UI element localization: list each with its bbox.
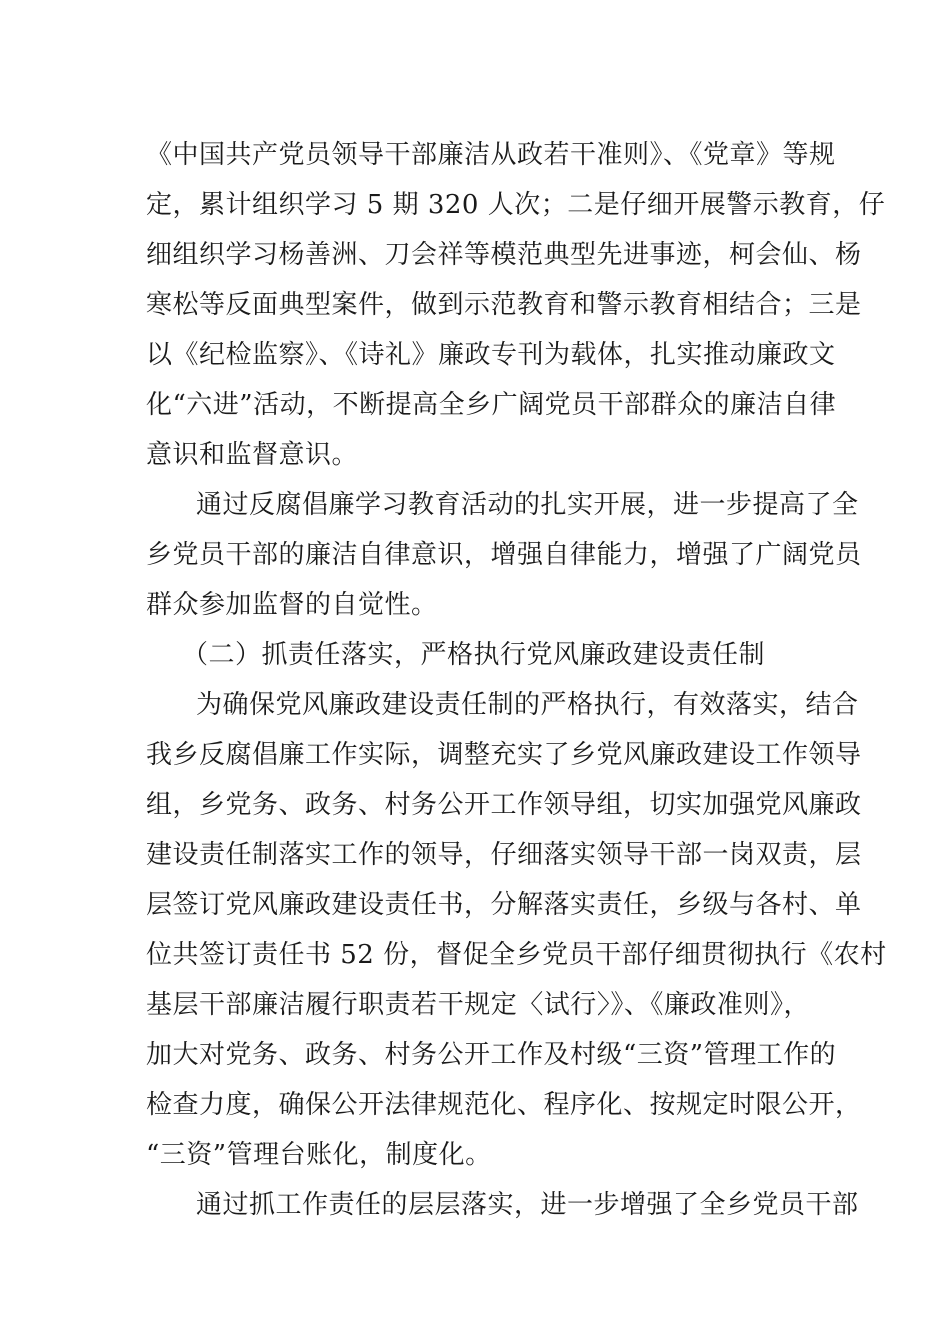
heading-text: （二）抓责任落实，严格执行党风廉政建设责任制 bbox=[182, 640, 766, 670]
paragraph-3 bbox=[146, 680, 887, 1180]
text-line: 组，乡党务、政务、村务公开工作领导组，切实加强党风廉政 bbox=[146, 790, 862, 820]
paragraph-1 bbox=[146, 130, 886, 480]
paragraph-2 bbox=[146, 480, 862, 630]
text-line: “三资”管理台账化，制度化。 bbox=[146, 1140, 492, 1170]
text-line: 《中国共产党员领导干部廉洁从政若干准则》、《党章》等规 bbox=[146, 140, 836, 170]
text-line: 我乡反腐倡廉工作实际，调整充实了乡党风廉政建设工作领导 bbox=[146, 740, 862, 770]
text-line: 乡党员干部的廉洁自律意识，增强自律能力，增强了广阔党员 bbox=[146, 540, 862, 570]
text-line: 意识和监督意识。 bbox=[146, 440, 359, 470]
text-line: 加大对党务、政务、村务公开工作及村级“三资”管理工作的 bbox=[146, 1040, 837, 1070]
text-line: 通过抓工作责任的层层落实，进一步增强了全乡党员干部 bbox=[196, 1190, 859, 1220]
text-line: 化“六进”活动，不断提高全乡广阔党员干部群众的廉洁自律 bbox=[146, 390, 837, 420]
text-line: 通过反腐倡廉学习教育活动的扎实开展，进一步提高了全 bbox=[196, 490, 859, 520]
text-line: 群众参加监督的自觉性。 bbox=[146, 590, 438, 620]
text-line: 位共签订责任书 52 份，督促全乡党员干部仔细贯彻执行《农村 bbox=[146, 940, 887, 970]
text-line: 定，累计组织学习 5 期 320 人次；二是仔细开展警示教育，仔 bbox=[146, 190, 886, 220]
paragraph-4 bbox=[146, 1180, 859, 1230]
text-line: 寒松等反面典型案件，做到示范教育和警示教育相结合；三是 bbox=[146, 290, 862, 320]
document-page bbox=[146, 130, 887, 1230]
text-line: 建设责任制落实工作的领导，仔细落实领导干部一岗双责，层 bbox=[146, 840, 862, 870]
text-line: 层签订党风廉政建设责任书，分解落实责任，乡级与各村、单 bbox=[146, 890, 862, 920]
text-line: 细组织学习杨善洲、刀会祥等模范典型先进事迹，柯会仙、杨 bbox=[146, 240, 862, 270]
text-line: 为确保党风廉政建设责任制的严格执行，有效落实，结合 bbox=[196, 690, 859, 720]
text-line: 检查力度，确保公开法律规范化、程序化、按规定时限公开， bbox=[146, 1090, 862, 1120]
section-heading bbox=[146, 630, 810, 680]
text-line: 基层干部廉洁履行职责若干规定〈试行〉》、《廉政准则》， bbox=[146, 990, 810, 1020]
text-line: 以《纪检监察》、《诗礼》廉政专刊为载体，扎实推动廉政文 bbox=[146, 340, 836, 370]
